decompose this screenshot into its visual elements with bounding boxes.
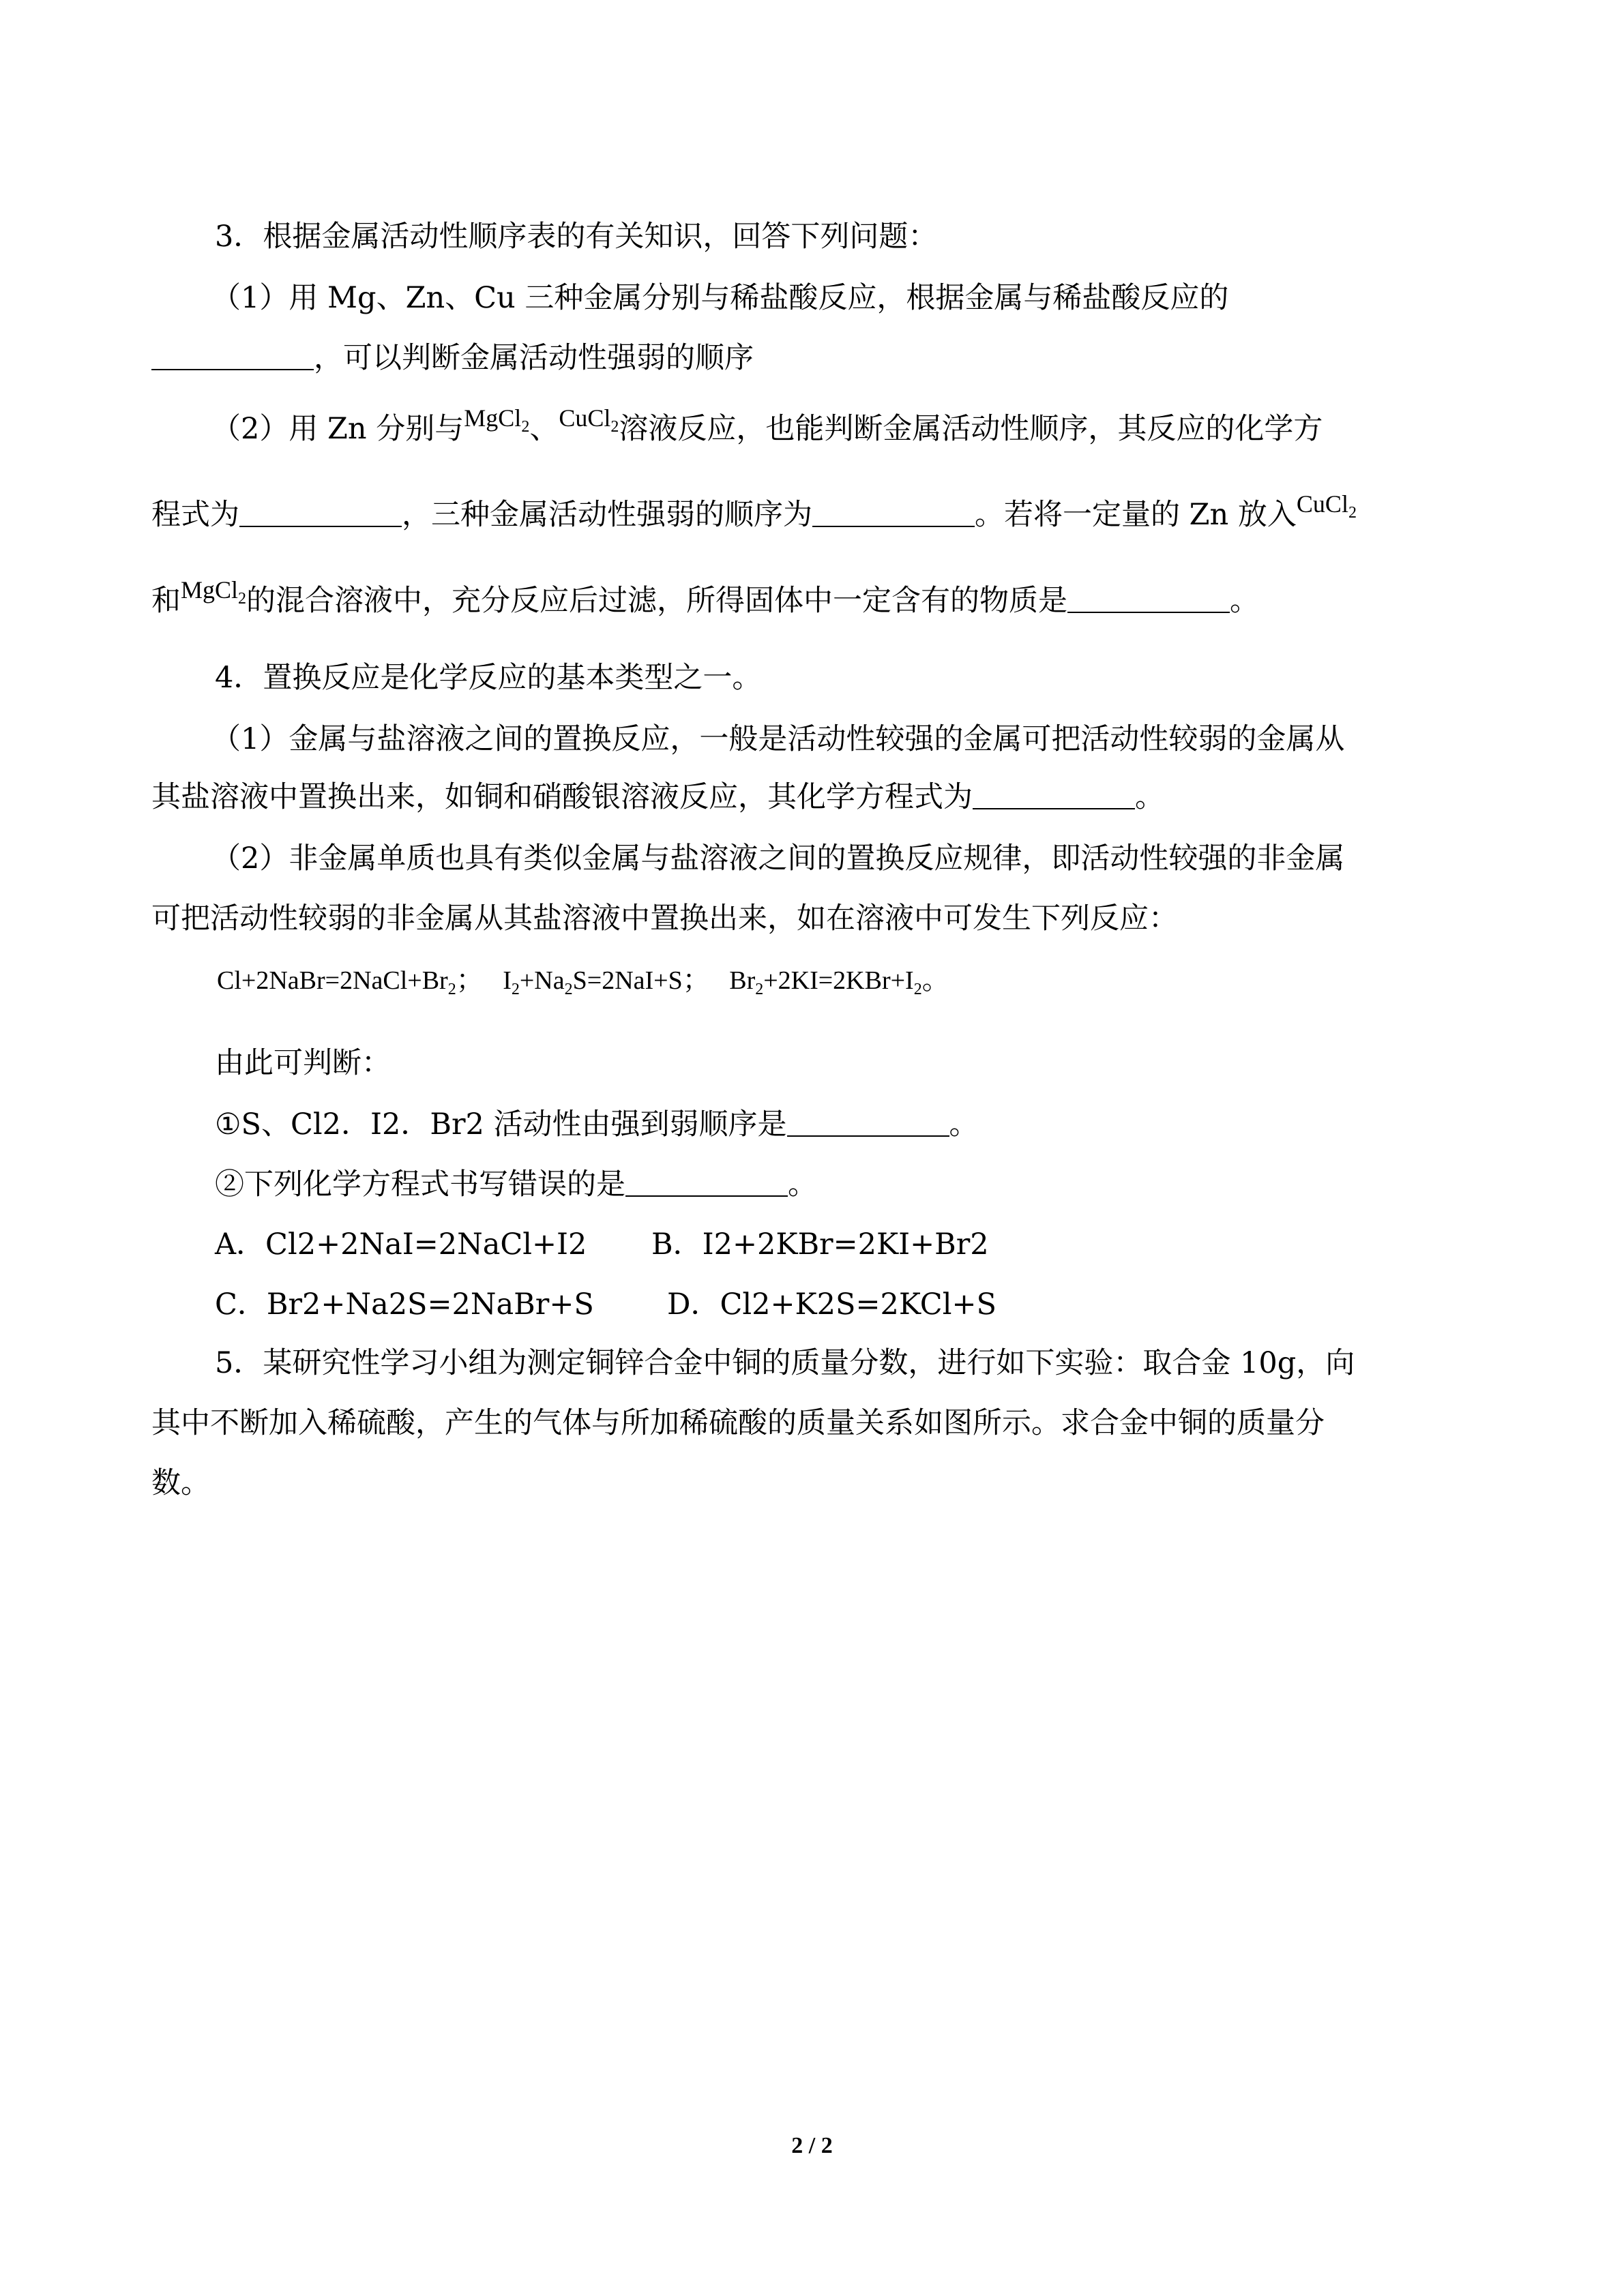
q3-part2-line2: 程式为 ，三种金属活动性强弱的顺序为 。若将一定量的 Zn 放入$^{CuCl_2}$ bbox=[151, 490, 1357, 532]
q5-line3: 数。 bbox=[151, 1466, 210, 1500]
answer-blank[interactable] bbox=[787, 1108, 949, 1137]
formula-mgcl2: MgCl2 bbox=[181, 576, 247, 608]
option-c[interactable]: C．Br2+Na2S=2NaBr+S bbox=[215, 1287, 594, 1322]
option-d[interactable]: D．Cl2+K2S=2KCl+S bbox=[667, 1287, 996, 1322]
page-number: 2 / 2 bbox=[791, 2133, 833, 2158]
q4-part2-line1: （2）非金属单质也具有类似金属与盐溶液之间的置换反应规律，即活动性较强的非金属 bbox=[211, 841, 1345, 876]
equation-3: $Br_2+2KI=2KBr+I_2$ bbox=[729, 966, 922, 998]
q4-part1-line1: （1）金属与盐溶液之间的置换反应，一般是活动性较强的金属可把活动性较弱的金属从 bbox=[211, 722, 1345, 756]
equation-1: $Cl+2NaBr=2NaCl+Br_2$ bbox=[217, 966, 456, 998]
option-a[interactable]: A．Cl2+2NaI=2NaCl+I2 bbox=[215, 1227, 587, 1262]
q5-line1: 5．某研究性学习小组为测定铜锌合金中铜的质量分数，进行如下实验：取合金 10g，向 bbox=[215, 1346, 1355, 1380]
q3-title: 3．根据金属活动性顺序表的有关知识，回答下列问题： bbox=[215, 220, 938, 254]
formula-cucl2: CuCl2 bbox=[559, 404, 619, 436]
q3-part2-line1: （2）用 Zn 分别与$^{MgCl_2}$、$^{CuCl_2}$溶液反应，也能判断金属活动性顺序，其反应的化学方 bbox=[211, 404, 1323, 446]
option-b-line bbox=[651, 1225, 989, 1264]
option-b[interactable]: B．I2+2KBr=2KI+Br2 bbox=[651, 1227, 989, 1262]
q3-part2-line3: 和$^{MgCl_2}$的混合溶液中，充分反应后过滤，所得固体中一定含有的物质是 。 bbox=[151, 576, 1260, 618]
q5-line2: 其中不断加入稀硫酸，产生的气体与所加稀硫酸的质量关系如图所示。求合金中铜的质量分 bbox=[151, 1406, 1325, 1440]
answer-blank[interactable] bbox=[973, 781, 1135, 809]
reaction-equations: $Cl+2NaBr=2NaCl+Br_2$； $I_2+Na_2S=2NaI+S$； $Br_2+2KI=2KBr+I_2$。 bbox=[217, 964, 949, 998]
q4-title: 4．置换反应是化学反应的基本类型之一。 bbox=[215, 661, 762, 695]
equation-2: $I_2+Na_2S=2NaI+S$ bbox=[503, 966, 683, 998]
q4-part1-line2: 其盐溶液中置换出来，如铜和硝酸银溶液反应，其化学方程式为 。 bbox=[151, 780, 1164, 814]
q4-judge: 由此可判断： bbox=[215, 1046, 391, 1080]
formula-mgcl2: MgCl2 bbox=[464, 404, 530, 436]
option-d-line bbox=[667, 1285, 996, 1324]
option-row-ab bbox=[215, 1225, 587, 1264]
q4-sub1: ①S、Cl2．I2．Br2 活动性由强到弱顺序是 。 bbox=[215, 1107, 979, 1142]
q3-part1-line1: （1）用 Mg、Zn、Cu 三种金属分别与稀盐酸反应，根据金属与稀盐酸反应的 bbox=[211, 281, 1229, 315]
q4-part2-line2: 可把活动性较弱的非金属从其盐溶液中置换出来，如在溶液中可发生下列反应： bbox=[151, 901, 1178, 936]
answer-blank[interactable] bbox=[239, 498, 402, 527]
answer-blank[interactable] bbox=[625, 1168, 788, 1197]
option-row-cd bbox=[215, 1285, 594, 1324]
answer-blank[interactable] bbox=[151, 342, 314, 370]
q4-sub2: ②下列化学方程式书写错误的是 。 bbox=[215, 1167, 817, 1202]
answer-blank[interactable] bbox=[1067, 584, 1230, 613]
answer-blank[interactable] bbox=[812, 498, 975, 527]
formula-cucl2: CuCl2 bbox=[1296, 490, 1357, 522]
q3-part1-line2: ，可以判断金属活动性强弱的顺序 bbox=[151, 338, 754, 378]
